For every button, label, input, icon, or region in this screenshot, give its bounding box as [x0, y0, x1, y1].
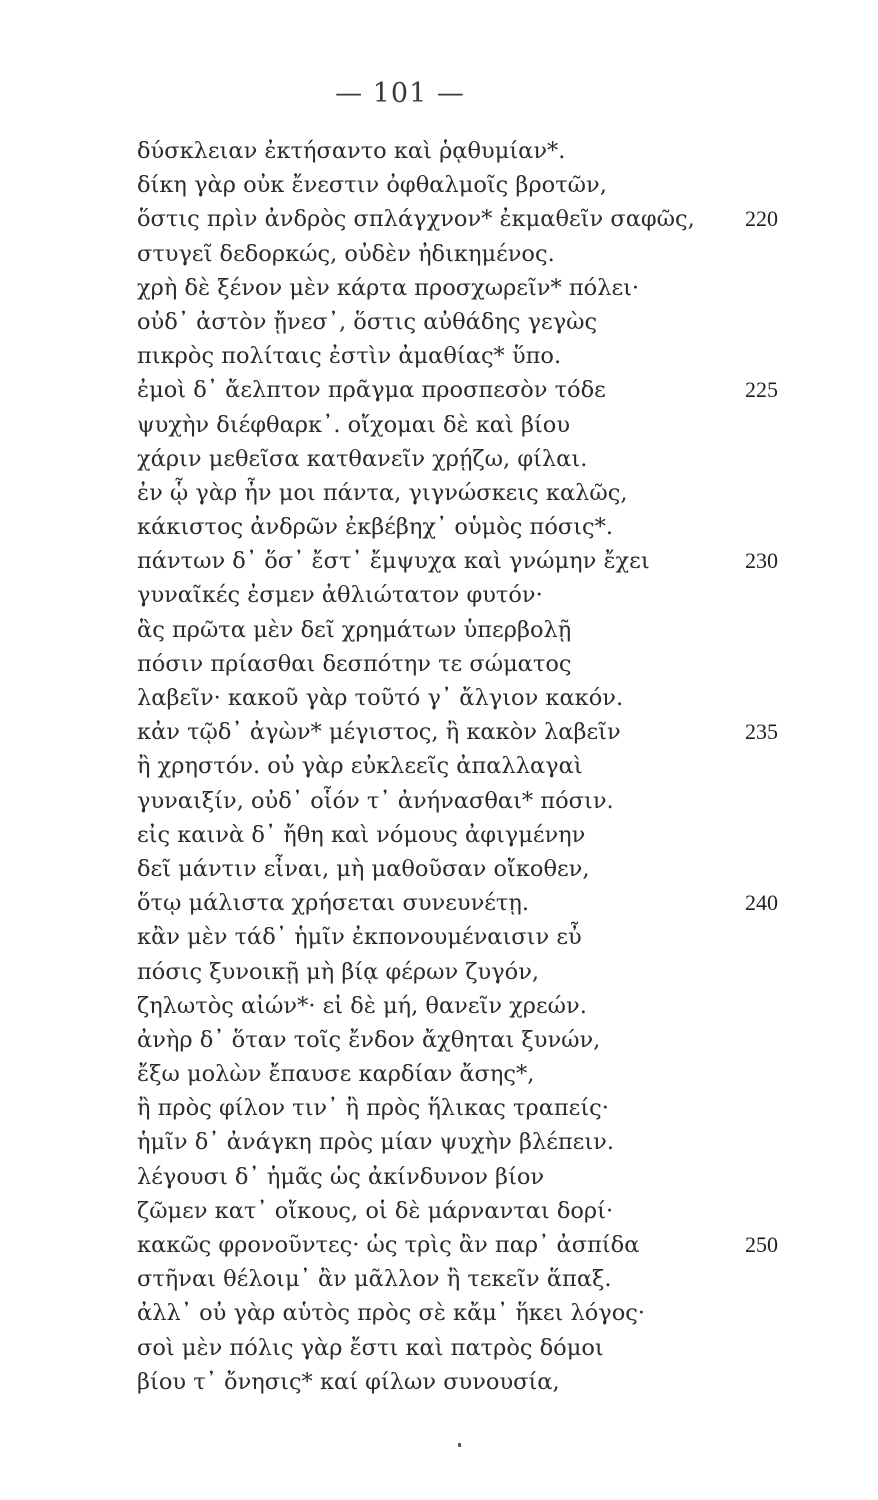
verse-text: ἃς πρῶτα μὲν δεῖ χρημάτων ὑπερβολῇ	[137, 616, 572, 643]
line-number: 235	[745, 719, 778, 745]
verse-text: ἀνὴρ δ᾽ ὅταν τοῖς ἔνδον ἄχθηται ξυνών,	[137, 1026, 601, 1053]
line-number: 220	[745, 206, 778, 232]
verse-text: χρὴ δὲ ξένον μὲν κάρτα προσχωρεῖν* πόλει·	[137, 274, 640, 301]
verse-line	[137, 1296, 777, 1330]
verse-line	[137, 134, 777, 168]
verse-text: ἢ πρὸς φίλον τιν᾽ ἢ πρὸς ἥλικας τραπείς·	[137, 1095, 609, 1122]
verse-line	[137, 955, 777, 989]
verse-line	[137, 1057, 777, 1091]
verse-line	[137, 237, 777, 271]
verse-line	[137, 339, 777, 373]
verse-line	[137, 544, 777, 578]
verse-line	[137, 202, 777, 236]
line-number: 225	[745, 377, 778, 403]
verse-line	[137, 989, 777, 1023]
verse-text: κἂν μὲν τάδ᾽ ἡμῖν ἐκπονουμέναισιν εὖ	[137, 924, 582, 951]
verse-line	[137, 1023, 777, 1057]
line-number: 230	[745, 548, 778, 574]
verse-line	[137, 578, 777, 612]
line-number: 250	[745, 1232, 778, 1257]
verse-text: λαβεῖν· κακοῦ γὰρ τοῦτό γ᾽ ἄλγιον κακόν.	[137, 685, 624, 711]
verse-text: γυναῖκές ἐσμεν ἀθλιώτατον φυτόν·	[137, 582, 543, 609]
verse-line	[137, 373, 777, 407]
verse-text: δίκη γὰρ οὐκ ἔνεστιν ὀφθαλμοῖς βροτῶν,	[137, 172, 607, 199]
verse-block	[137, 134, 777, 1399]
ink-dot	[458, 1443, 461, 1447]
verse-line	[137, 715, 777, 749]
verse-line	[137, 681, 777, 715]
verse-text: πικρὸς πολίταις ἐστὶν ἀμαθίας* ὕπο.	[137, 343, 562, 370]
verse-line	[137, 1091, 777, 1125]
verse-line	[137, 408, 777, 442]
verse-line	[137, 1125, 777, 1159]
verse-line	[137, 1194, 777, 1228]
verse-text: στῆναι θέλοιμ᾽ ἂν μᾶλλον ἢ τεκεῖν ἅπαξ.	[137, 1266, 612, 1293]
verse-line	[137, 886, 777, 920]
verse-line	[137, 784, 777, 818]
verse-line	[137, 442, 777, 476]
line-number: 240	[745, 890, 778, 916]
verse-text: σοὶ μὲν πόλις γὰρ ἔστι καὶ πατρὸς δόμοι	[137, 1334, 604, 1361]
verse-line	[137, 749, 777, 783]
verse-text: ζηλωτὸς αἰών*· εἰ δὲ μή, θανεῖν χρεών.	[137, 992, 587, 1019]
verse-text: ἡμῖν δ᾽ ἀνάγκη πρὸς μίαν ψυχὴν βλέπειν.	[137, 1129, 614, 1156]
verse-line	[137, 1228, 777, 1262]
verse-line	[137, 271, 777, 305]
verse-text: στυγεῖ δεδορκώς, οὐδὲν ἠδικημένος.	[137, 240, 555, 267]
verse-line	[137, 476, 777, 510]
verse-line	[137, 920, 777, 954]
verse-text: ψυχὴν διέφθαρκ᾽. οἴχομαι δὲ καὶ βίου	[137, 411, 571, 438]
verse-text: ζῶμεν κατ᾽ οἴκους, οἱ δὲ μάρνανται δορί·	[137, 1197, 614, 1224]
verse-text: ἐμοὶ δ᾽ ἄελπτον πρᾶγμα προσπεσὸν τόδε	[137, 377, 606, 404]
verse-text: πάντων δ᾽ ὅσ᾽ ἔστ᾽ ἔμψυχα καὶ γνώμην ἔχει	[137, 548, 650, 575]
verse-line	[137, 1262, 777, 1296]
verse-text: ἀλλ᾽ οὐ γὰρ αὑτὸς πρὸς σὲ κἄμ᾽ ἥκει λόγος·	[137, 1300, 646, 1327]
verse-text: ὅστις πρὶν ἀνδρὸς σπλάγχνον* ἐκμαθεῖν σαφῶς,	[137, 206, 695, 233]
verse-text: κάκιστος ἀνδρῶν ἐκβέβηχ᾽ οὑμὸς πόσις*.	[137, 514, 614, 541]
verse-text: πόσιν πρίασθαι δεσπότην τε σώματος	[137, 650, 572, 677]
verse-line	[137, 852, 777, 886]
verse-line	[137, 1331, 777, 1365]
verse-line	[137, 613, 777, 647]
verse-text: βίου τ᾽ ὄνησις* καί φίλων συνουσία,	[137, 1368, 560, 1395]
page-number: — 101 —	[335, 78, 465, 109]
verse-text: ἔξω μολὼν ἔπαυσε καρδίαν ἄσης*,	[137, 1061, 535, 1088]
verse-text: ὅτῳ μάλιστα χρήσεται συνευνέτῃ.	[137, 890, 529, 917]
verse-text: ἐν ᾧ γὰρ ἦν μοι πάντα, γιγνώσκεις καλῶς,	[137, 479, 628, 506]
verse-line	[137, 168, 777, 202]
verse-text: δύσκλειαν ἐκτήσαντο καὶ ῥᾳθυμίαν*.	[137, 138, 566, 164]
verse-text: κἀν τῷδ᾽ ἀγὼν* μέγιστος, ἢ κακὸν λαβεῖν	[137, 719, 621, 746]
verse-text: ἢ χρηστόν. οὐ γὰρ εὐκλεεῖς ἀπαλλαγαὶ	[137, 753, 583, 780]
verse-text: οὐδ᾽ ἀστὸν ᾔνεσ᾽, ὅστις αὐθάδης γεγὼς	[137, 308, 598, 335]
verse-line	[137, 305, 777, 339]
verse-text: λέγουσι δ᾽ ἡμᾶς ὡς ἀκίνδυνον βίον	[137, 1163, 545, 1190]
verse-line	[137, 510, 777, 544]
verse-text: δεῖ μάντιν εἶναι, μὴ μαθοῦσαν οἴκοθεν,	[137, 855, 590, 882]
verse-line	[137, 1365, 777, 1399]
verse-line	[137, 1160, 777, 1194]
verse-line	[137, 818, 777, 852]
verse-text: εἰς καινὰ δ᾽ ἤθη καὶ νόμους ἀφιγμένην	[137, 821, 586, 848]
verse-text: κακῶς φρονοῦντες· ὡς τρὶς ἂν παρ᾽ ἀσπίδα	[137, 1232, 640, 1258]
verse-text: γυναιξίν, οὐδ᾽ οἷόν τ᾽ ἀνήνασθαι* πόσιν.	[137, 787, 614, 814]
verse-line	[137, 647, 777, 681]
verse-text: πόσις ξυνοικῇ μὴ βίᾳ φέρων ζυγόν,	[137, 958, 540, 985]
verse-text: χάριν μεθεῖσα κατθανεῖν χρῄζω, φίλαι.	[137, 445, 588, 472]
